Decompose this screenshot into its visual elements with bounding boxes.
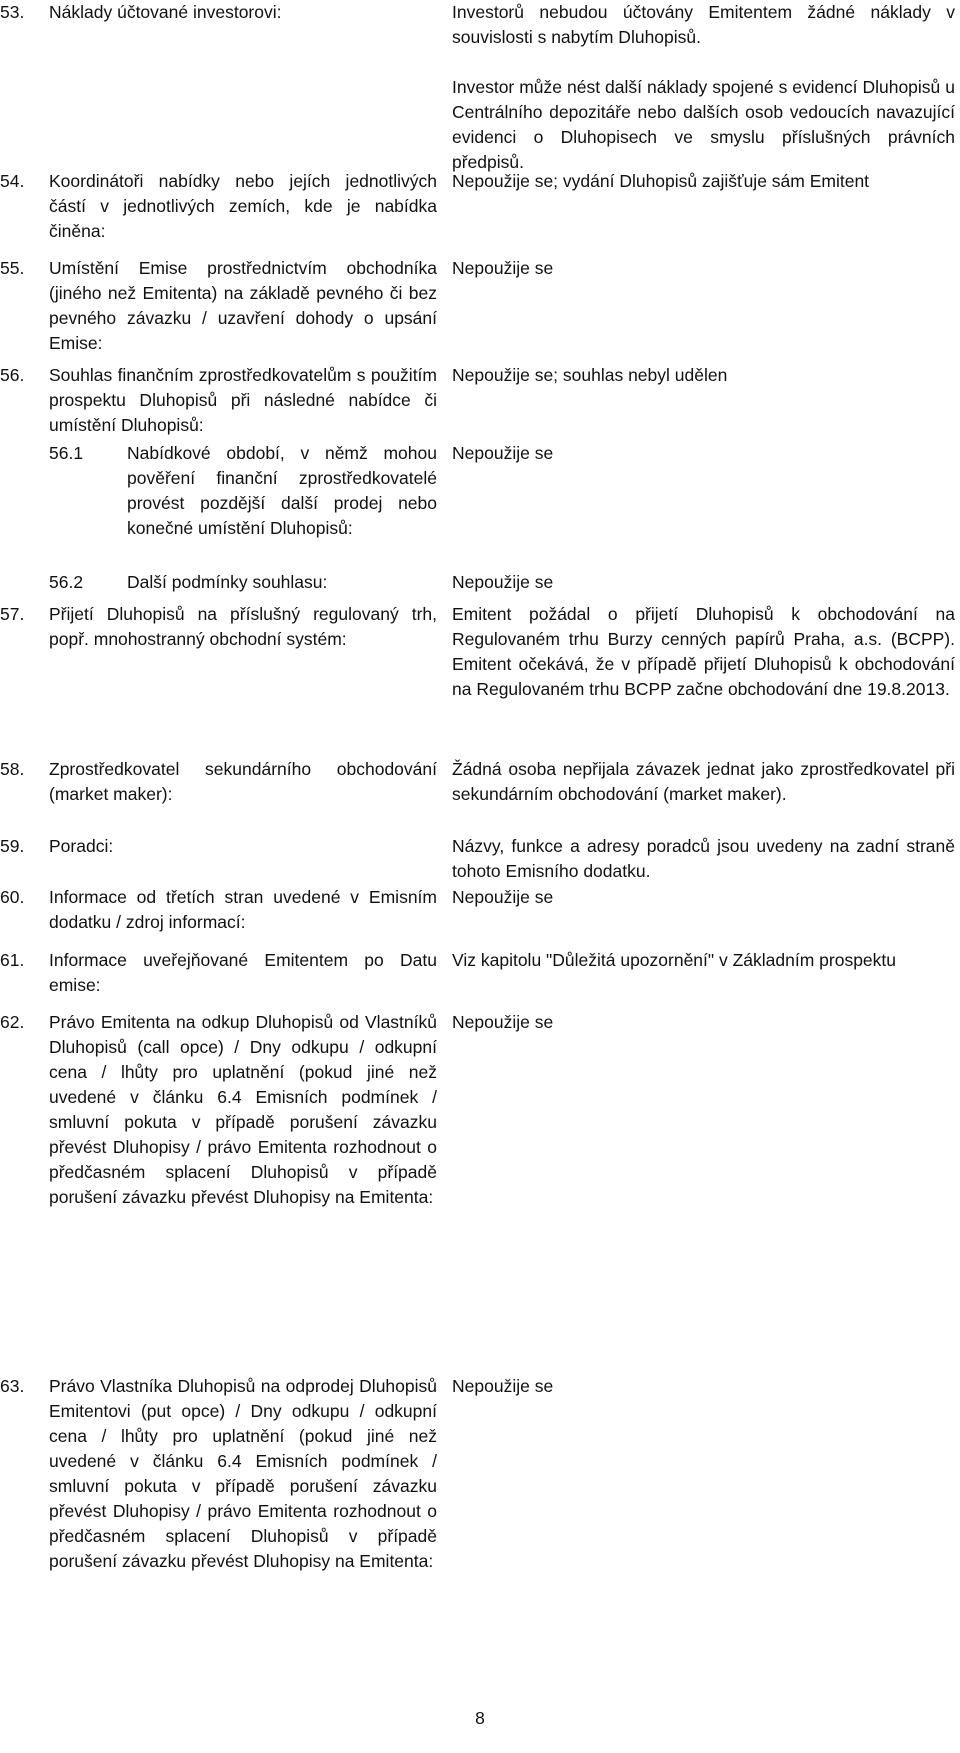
item-number: 59. (0, 836, 25, 856)
item-value: Žádná osoba nepřijala závazek jednat jako zprostředkovatel při sekundárním obchodování (market maker). (452, 759, 955, 804)
item-number: 60. (0, 887, 25, 907)
item-value: Nepoužije se (452, 258, 554, 278)
item-value: Nepoužije se (452, 443, 554, 463)
item-label: Informace uveřejňované Emitentem po Datu emise: (49, 950, 437, 995)
item-value (452, 0, 955, 175)
item-value: Nepoužije se (452, 1012, 554, 1032)
item-value: Nepoužije se (452, 1376, 554, 1396)
item-label: Právo Emitenta na odkup Dluhopisů od Vlastníků Dluhopisů (call opce) / Dny odkupu / odkupní cena / lhůty pro uplatnění (pokud jiné než uvedené v článku 6.4 Emisních podmínek / smluvní pokuta v případě porušení závazku převést Dluhopisy / právo Emitenta rozhodnout o předčasném splacení Dluhopisů v případě porušení závazku převést Dluhopisy na Emitenta: (49, 1012, 437, 1207)
item-label: Informace od třetích stran uvedené v Emisním dodatku / zdroj informací: (49, 887, 437, 932)
item-number: 58. (0, 759, 25, 779)
item-label: Náklady účtované investorovi: (49, 2, 282, 22)
item-number: 54. (0, 171, 25, 191)
item-value: Viz kapitolu "Důležitá upozornění" v Základním prospektu (452, 950, 897, 970)
item-number: 56.1 (49, 443, 84, 463)
item-number: 57. (0, 604, 25, 624)
item-label: Nabídkové období, v němž mohou pověření finanční zprostředkovatelé provést pozdější další prodej nebo konečné umístění Dluhopisů: (127, 443, 437, 538)
item-value: Nepoužije se; souhlas nebyl udělen (452, 365, 728, 385)
item-value: Nepoužije se (452, 887, 554, 907)
item-value: Nepoužije se; vydání Dluhopisů zajišťuje sám Emitent (452, 171, 870, 191)
item-label: Koordinátoři nabídky nebo jejích jednotlivých částí v jednotlivých zemích, kde je nabídka činěna: (49, 171, 437, 241)
item-number: 56. (0, 365, 25, 385)
item-label: Právo Vlastníka Dluhopisů na odprodej Dluhopisů Emitentovi (put opce) / Dny odkupu / odkupní cena / lhůty pro uplatnění (pokud jiné než uvedené v článku 6.4 Emisních podmínek / smluvní pokuta v případě porušení závazku převést Dluhopisy / právo Emitenta rozhodnout o předčasném splacení Dluhopisů v případě porušení závazku převést Dluhopisy na Emitenta: (49, 1376, 437, 1571)
item-number: 62. (0, 1012, 25, 1032)
item-value: Nepoužije se (452, 572, 554, 592)
item-value-paragraph: Investor může nést další náklady spojené s evidencí Dluhopisů u Centrálního depozitáře nebo dalších osob vedoucích navazující evidenci o Dluhopisech ve smyslu příslušných právních předpisů. (452, 77, 955, 172)
item-value-paragraph: Investorů nebudou účtovány Emitentem žádné náklady v souvislosti s nabytím Dluhopisů. (452, 2, 955, 47)
page-number: 8 (475, 1708, 485, 1728)
item-number: 55. (0, 258, 25, 278)
item-label: Další podmínky souhlasu: (127, 572, 328, 592)
item-label: Umístění Emise prostřednictvím obchodníka (jiného než Emitenta) na základě pevného či bez pevného závazku / uzavření dohody o upsání Emise: (49, 258, 437, 353)
item-number: 63. (0, 1376, 25, 1396)
item-number: 56.2 (49, 572, 84, 592)
item-label: Poradci: (49, 836, 114, 856)
item-number: 61. (0, 950, 25, 970)
item-value: Názvy, funkce a adresy poradců jsou uvedeny na zadní straně tohoto Emisního dodatku. (452, 836, 955, 881)
item-label: Souhlas finančním zprostředkovatelům s použitím prospektu Dluhopisů při následné nabídce či umístění Dluhopisů: (49, 365, 437, 435)
item-value: Emitent požádal o přijetí Dluhopisů k obchodování na Regulovaném trhu Burzy cenných papírů Praha, a.s. (BCPP). Emitent očekává, že v případě přijetí Dluhopisů k obchodování na Regulovaném trhu BCPP začne obchodování dne 19.8.2013. (452, 604, 955, 699)
item-label: Zprostředkovatel sekundárního obchodování (market maker): (49, 759, 437, 804)
item-number: 53. (0, 2, 25, 22)
item-label: Přijetí Dluhopisů na příslušný regulovaný trh, popř. mnohostranný obchodní systém: (49, 604, 437, 649)
